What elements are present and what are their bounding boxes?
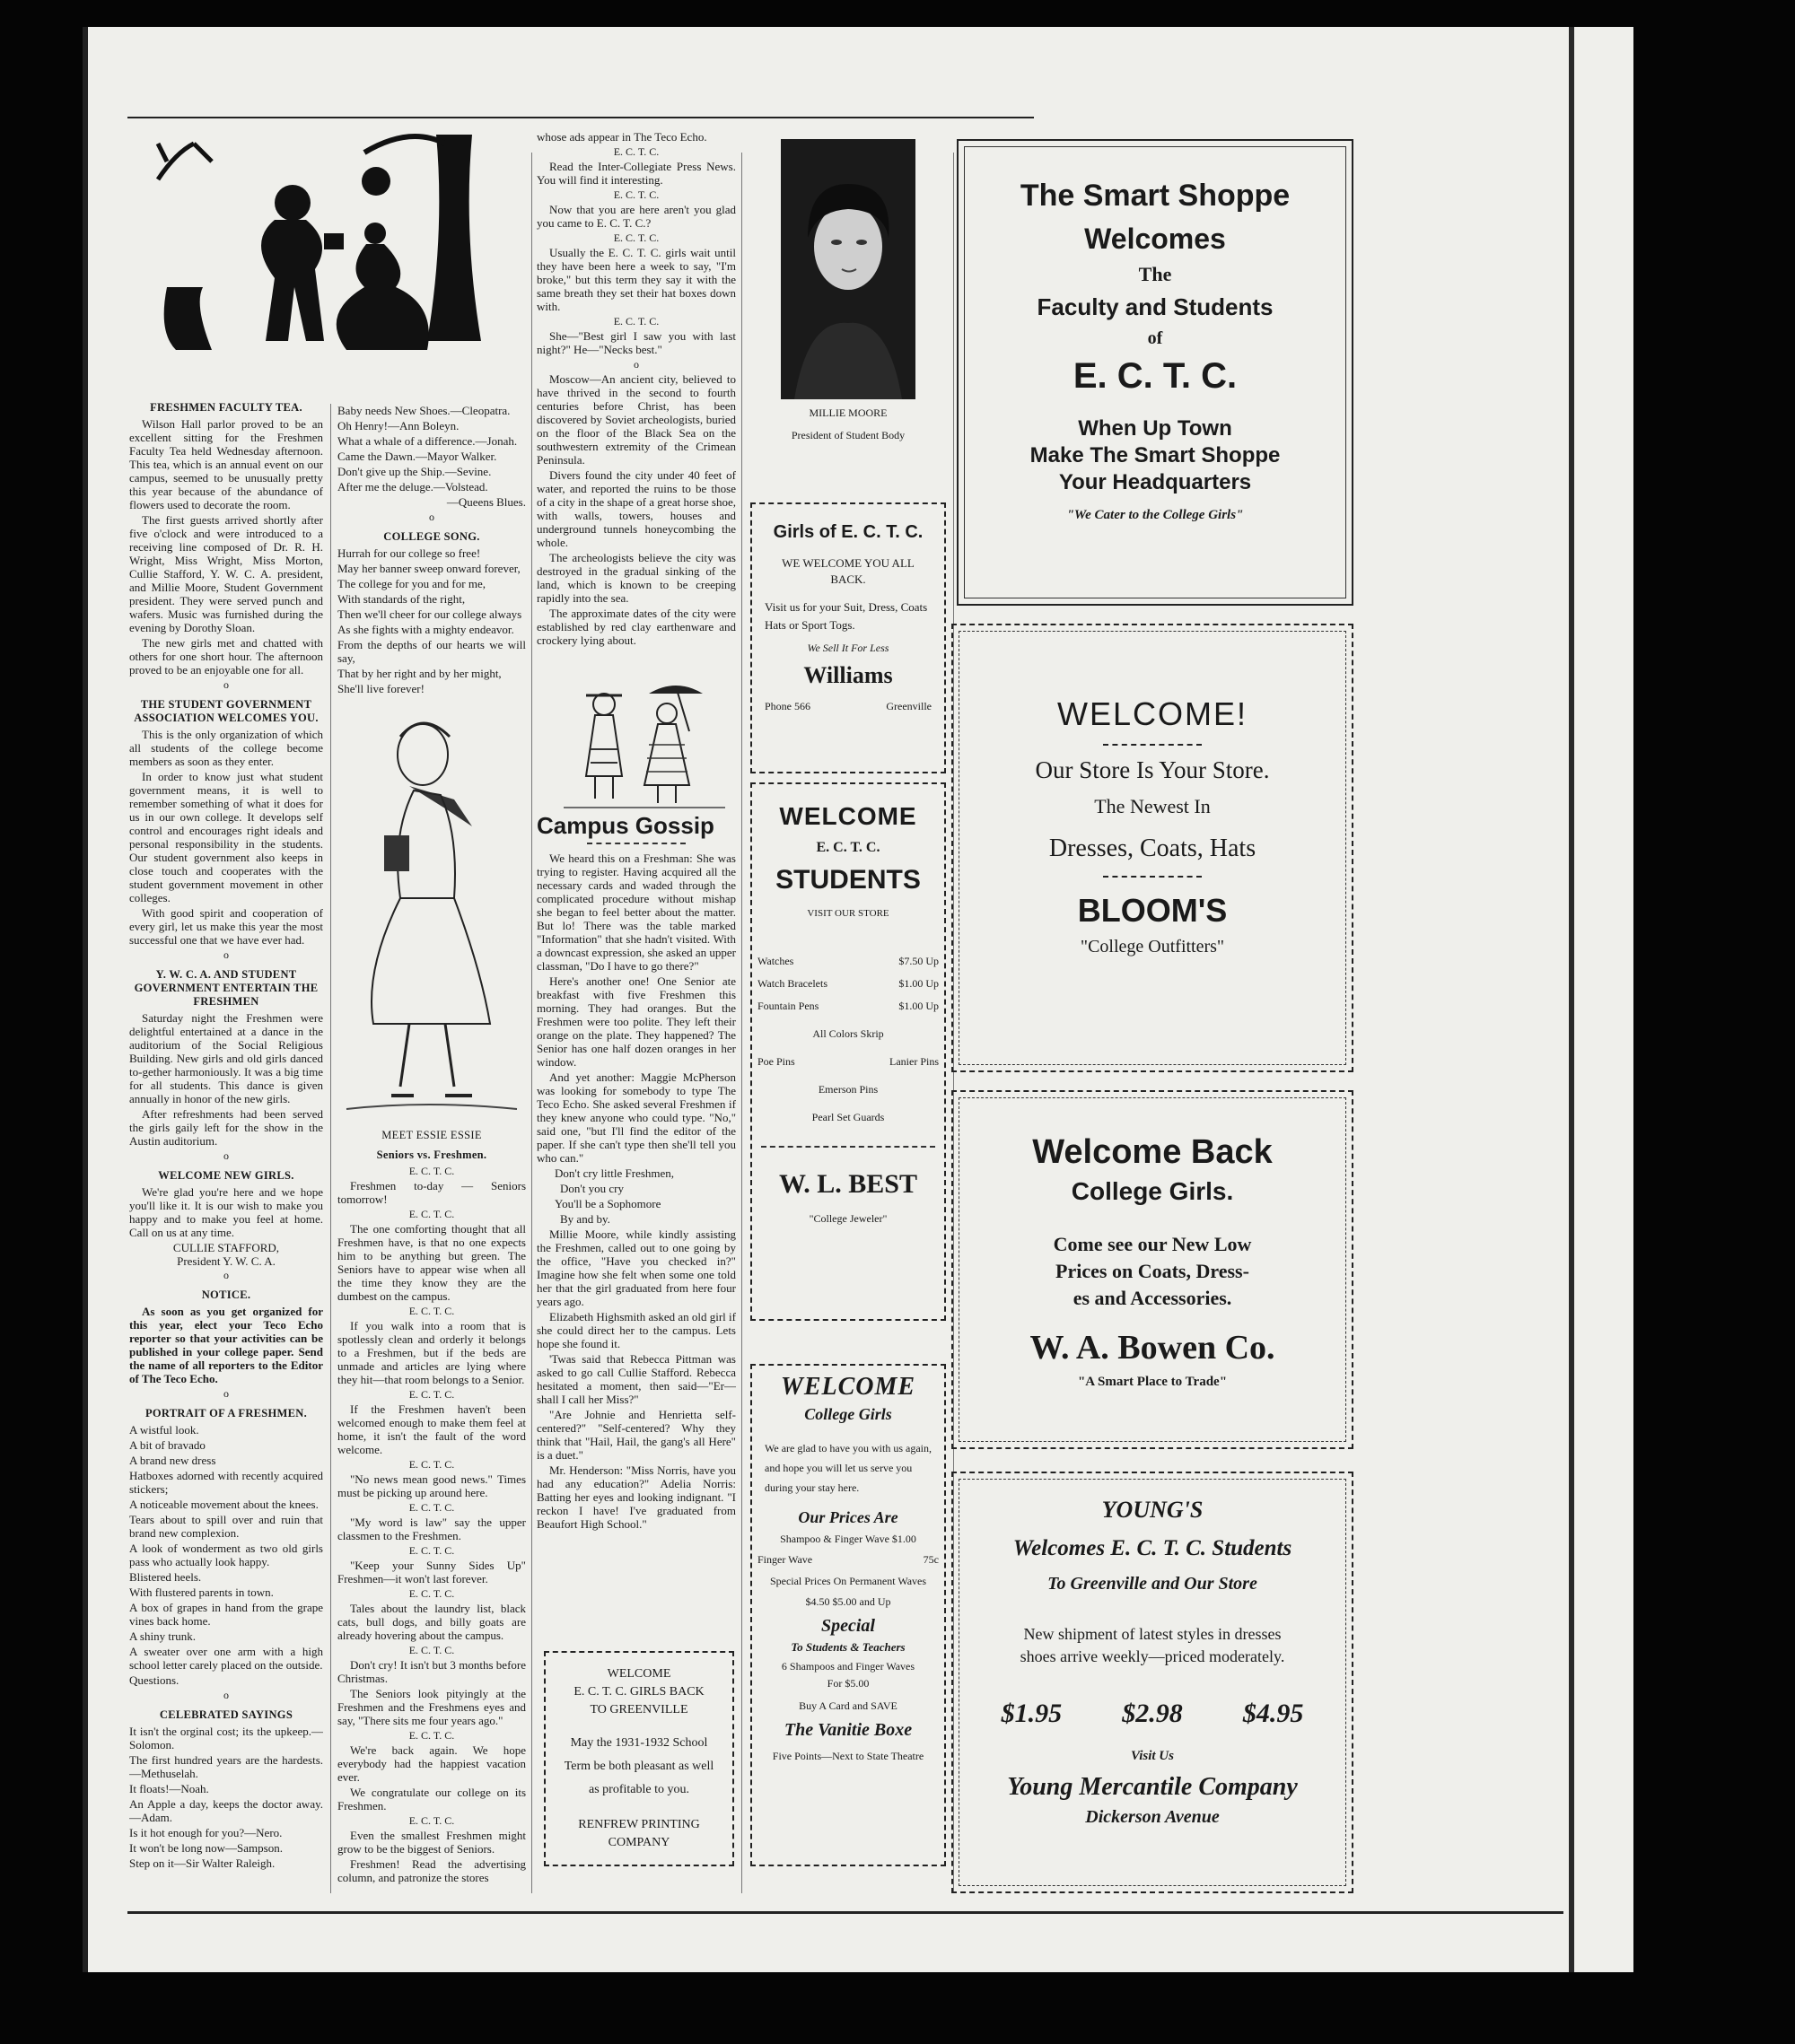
vanitie-to: To Students & Teachers — [791, 1640, 906, 1654]
headline-student-government: THE STUDENT GOVERNMENT ASSOCIATION WELCOMES YOU. — [134, 698, 319, 724]
portrait-photo — [781, 139, 915, 399]
young-line-4: New shipment of latest styles in dresses — [1023, 1625, 1282, 1643]
bloom-line-2: Our Store Is Your Store. — [1035, 756, 1270, 783]
best-welcome: WELCOME — [779, 802, 917, 830]
separator: o — [223, 1387, 229, 1400]
headline-freshmen-faculty-tea: FRESHMEN FACULTY TEA. — [150, 401, 302, 414]
signature-name: CULLIE STAFFORD, — [172, 1241, 280, 1254]
article-paragraph: If you walk into a room that is spotlessly clean and orderly it belongs to a Freshmen, but if the beds are unmade and articles are lying where they hit—that room belongs to a Senior. — [337, 1319, 526, 1386]
williams-slogan: We Sell It For Less — [807, 642, 889, 654]
saying-line: Don't give up the Ship.—Sevine. — [337, 465, 492, 478]
williams-phone: Phone 566 — [765, 700, 810, 712]
price-value: $7.50 Up — [898, 955, 939, 967]
ectc-separator: E. C. T. C. — [408, 1305, 455, 1317]
vanitie-address: Five Points—Next to State Theatre — [772, 1750, 924, 1762]
saying-line: It won't be long now—Sampson. — [129, 1841, 283, 1855]
renfrew-printing-ad — [544, 1651, 734, 1866]
ectc-separator: E. C. T. C. — [408, 1208, 455, 1220]
bowen-line-4: Prices on Coats, Dress- — [1055, 1260, 1249, 1282]
poem-line: Don't you cry — [560, 1182, 624, 1195]
portrait-line: A brand new dress — [129, 1454, 216, 1467]
smart-line-8: Make The Smart Shoppe — [1029, 443, 1281, 467]
young-line-5: shoes arrive weekly—priced moderately. — [1020, 1647, 1285, 1665]
portrait-line: A look of wonderment as two old girls pass who actually look happy. — [129, 1542, 323, 1568]
article-paragraph: Now that you are here aren't you glad you came to E. C. T. C.? — [537, 203, 736, 230]
vanitie-for: For $5.00 — [827, 1677, 870, 1690]
best-divider — [761, 1146, 935, 1148]
vanitie-girls: College Girls — [804, 1405, 892, 1423]
column-rule — [330, 404, 331, 1893]
vanitie-welcome: WELCOME — [780, 1373, 916, 1401]
vanitie-prices-head: Our Prices Are — [798, 1508, 898, 1526]
silhouette-illustration — [140, 126, 508, 368]
best-price-row — [752, 955, 944, 968]
bowen-line-5: es and Accessories. — [1073, 1287, 1232, 1309]
vanitie-buy: Buy A Card and SAVE — [799, 1699, 898, 1712]
bloom-line-1: WELCOME! — [1056, 695, 1248, 732]
article-paragraph: We're back again. We hope everybody had the happiest vacation ever. — [337, 1743, 526, 1784]
best-students: STUDENTS — [775, 865, 921, 895]
article-paragraph: "Keep your Sunny Sides Up" Freshmen—it won't last forever. — [337, 1559, 526, 1585]
poem-line: By and by. — [560, 1212, 610, 1226]
portrait-line: Questions. — [129, 1673, 180, 1687]
smart-line-9: Your Headquarters — [1058, 470, 1252, 494]
article-paragraph: Read the Inter-Collegiate Press News. You will find it interesting. — [537, 160, 736, 187]
campus-gossip-title: Campus Gossip — [537, 812, 714, 839]
saying-line: Oh Henry!—Ann Boleyn. — [337, 419, 460, 432]
separator: o — [223, 1689, 229, 1701]
williams-name: Williams — [803, 662, 893, 688]
best-lanier: Lanier Pins — [889, 1055, 939, 1068]
price-item: Watches — [757, 955, 794, 967]
renfrew-body: May the 1931-1932 School Term be both pleasant as well as profitable to you. — [564, 1736, 714, 1796]
best-visit: VISIT OUR STORE — [807, 908, 889, 919]
bowen-line-6: W. A. Bowen Co. — [1029, 1329, 1275, 1367]
article-paragraph: With good spirit and cooperation of every girl, let us make this year the most successful one that we have ever had. — [129, 906, 323, 947]
song-line: The college for you and for me, — [337, 577, 486, 590]
saying-line: —Queens Blues. — [446, 495, 526, 509]
ectc-separator: E. C. T. C. — [408, 1729, 455, 1742]
portrait-line: A sweater over one arm with a high school letter carely placed on the outside. — [129, 1645, 323, 1672]
top-rule — [127, 117, 1034, 118]
ectc-separator: E. C. T. C. — [408, 1644, 455, 1656]
young-line-1: YOUNG'S — [1101, 1497, 1204, 1523]
song-line: As she fights with a mighty endeavor. — [337, 623, 514, 636]
young-price-row — [953, 1699, 1352, 1729]
renfrew-line: WELCOME — [607, 1667, 671, 1681]
best-price-list — [752, 955, 944, 1013]
millie-moore-photo-block — [759, 139, 937, 498]
vanitie-row2-item: Finger Wave — [757, 1553, 813, 1566]
best-price-row — [752, 1000, 944, 1013]
headline-college-song: COLLEGE SONG. — [383, 530, 480, 543]
headline-portrait-of-a-freshmen: PORTRAIT OF A FRESHMEN. — [144, 1407, 308, 1419]
saying-line: Step on it—Sir Walter Raleigh. — [129, 1856, 276, 1870]
photo-caption: MILLIE MOORE — [809, 406, 888, 419]
article-paragraph: Moscow—An ancient city, believed to have thrived in the second to fourth centuries before Christ, has been discovered by Soviet archeologists, buried on the floor of the Black Sea on the southwestern extremity of the Crimean Peninsula. — [537, 372, 736, 467]
portrait-line: A shiny trunk. — [129, 1629, 197, 1643]
bloom-line-3: The Newest In — [1094, 795, 1211, 817]
youngs-ad — [951, 1472, 1353, 1893]
blooms-ad — [951, 624, 1353, 1072]
smart-line-2: Welcomes — [1084, 223, 1226, 255]
headline-welcome-new-girls: WELCOME NEW GIRLS. — [158, 1169, 294, 1182]
article-paragraph: The one comforting thought that all Freshmen have, is that no one expects him to be anything but green. The Seniors have to appear wise when all the time they know they are the dumbest on the campus. — [337, 1222, 526, 1303]
photo-subcaption: President of Student Body — [791, 429, 906, 441]
ectc-separator: E. C. T. C. — [613, 188, 660, 201]
portrait-line: A noticeable movement about the knees. — [129, 1498, 319, 1511]
williams-welcome: WE WELCOME YOU ALL BACK. — [782, 556, 915, 586]
williams-town: Greenville — [886, 700, 932, 712]
article-paragraph: If the Freshmen haven't been welcomed enough to make them feel at home, it isn't the fault of the word welcome. — [337, 1402, 526, 1456]
bowen-line-2: College Girls. — [1071, 1177, 1234, 1205]
column-rule — [741, 153, 742, 1893]
song-line: From the depths of our hearts we will say, — [337, 638, 526, 665]
saying-line: The first hundred years are the hardests.—Methuselah. — [129, 1753, 323, 1780]
gossip-illustration — [555, 677, 734, 812]
article-paragraph: Freshmen to-day — Seniors tomorrow! — [337, 1179, 526, 1206]
portrait-line: With flustered parents in town. — [129, 1585, 274, 1599]
vanitie-boxe-ad — [750, 1364, 946, 1866]
young-line-2: Welcomes E. C. T. C. Students — [1012, 1536, 1292, 1560]
williams-footer — [752, 700, 944, 713]
bloom-rule — [1103, 744, 1202, 746]
williams-title: Girls of E. C. T. C. — [773, 522, 924, 542]
song-line: Hurrah for our college so free! — [337, 546, 481, 560]
article-paragraph: 'Twas said that Rebecca Pittman was asked to go call Cullie Stafford. Rebecca hesitated a moment, then said—"Er—shall I call her Miss?" — [537, 1352, 736, 1406]
smart-line-3: The — [1138, 263, 1172, 285]
portrait-line: A box of grapes in hand from the grape vines back home. — [129, 1601, 323, 1628]
article-paragraph: Freshmen! Read the advertising column, and patronize the stores — [337, 1857, 526, 1884]
bowen-line-1: Welcome Back — [1032, 1133, 1273, 1171]
article-paragraph: Millie Moore, while kindly assisting the Freshmen, called out to one going by the office, "Have you checked in?" Imagine how she felt when some one told her that the girl graduated from here four years ago. — [537, 1227, 736, 1308]
saying-line: It isn't the orginal cost; its the upkeep.—Solomon. — [129, 1725, 323, 1751]
smart-line-5: of — [1147, 328, 1163, 348]
separator: o — [223, 1149, 229, 1162]
best-price-row — [752, 977, 944, 991]
song-line: That by her right and by her might, — [337, 667, 502, 680]
ectc-separator: E. C. T. C. — [408, 1814, 455, 1827]
song-line: She'll live forever! — [337, 682, 425, 695]
williams-body: Visit us for your Suit, Dress, Coats Hats or Sport Togs. — [765, 600, 928, 632]
portrait-line: Hatboxes adorned with recently acquired stickers; — [129, 1469, 323, 1496]
column-1 — [129, 395, 323, 1902]
renfrew-line: TO GREENVILLE — [590, 1703, 688, 1716]
article-paragraph: And yet another: Maggie McPherson was looking for somebody to type The Teco Echo. She asked several Freshmen if they knew anyone who could type. "No," said one, "but I'll find the editor of the paper. If she can't type then she'll tell you who can." — [537, 1070, 736, 1165]
williams-ad — [750, 502, 946, 773]
bloom-rule — [1103, 876, 1202, 878]
saying-line: An Apple a day, keeps the doctor away.—Adam. — [129, 1797, 323, 1824]
song-line: May her banner sweep onward forever, — [337, 562, 521, 575]
article-paragraph: After refreshments had been served the girls gaily left for the show in the Austin auditorium. — [129, 1107, 323, 1148]
essie-illustration — [337, 701, 526, 1122]
vanitie-perm: Special Prices On Permanent Waves — [769, 1575, 927, 1587]
young-line-8: Dickerson Avenue — [1085, 1807, 1220, 1827]
article-paragraph: "No news mean good news." Times must be picking up around here. — [337, 1472, 526, 1499]
headline-notice: NOTICE. — [201, 1288, 251, 1301]
article-paragraph: The Seniors look pityingly at the Freshmen and the Freshmens eyes and say, "There sits me four years ago." — [337, 1687, 526, 1727]
article-paragraph: We heard this on a Freshman: She was trying to register. Having acquired all the necessary cards and waded through the complicated procedure without mishap she began to feel better about the matter. But lo! There was the table marked "Information" that she hadn't visited. With a downcast expression, she asked an upper classman, "Do I have to go there?" — [537, 852, 736, 973]
article-paragraph: Elizabeth Highsmith asked an old girl if she could direct her to the campus. Lets hope she found it. — [537, 1310, 736, 1350]
column-rule — [531, 153, 532, 1893]
notice-paragraph: As soon as you get organized for this year, elect your Teco Echo reporter so that your activities can be published in your college paper. Send the name of all reporters to the Editor of The Teco Echo. — [129, 1305, 323, 1385]
saying-line: Is it hot enough for you?—Nero. — [129, 1826, 283, 1839]
saying-line: Came the Dawn.—Mayor Walker. — [337, 450, 497, 463]
title-rule — [587, 843, 686, 844]
ectc-separator: E. C. T. C. — [408, 1587, 455, 1600]
article-paragraph: Tales about the laundry list, black cats, bull dogs, and billy goats are already hovering about the campus. — [337, 1602, 526, 1642]
smart-line-7: When Up Town — [1078, 416, 1232, 441]
best-emerson: Emerson Pins — [818, 1083, 879, 1096]
article-paragraph: "My word is law" say the upper classmen to the Freshmen. — [337, 1516, 526, 1542]
article-paragraph: We congratulate our college on its Freshmen. — [337, 1786, 526, 1813]
campus-gossip-section — [537, 812, 736, 1709]
vanitie-row1: Shampoo & Finger Wave $1.00 — [780, 1533, 916, 1545]
best-ectc: E. C. T. C. — [816, 840, 880, 855]
article-paragraph: Wilson Hall parlor proved to be an excellent sitting for the Freshmen Faculty Tea held Wednesday afternoon. This tea, which is an annual event on our campus, seemed to be unusually pretty this year because of the abundance of flowers used to decorate the room. — [129, 417, 323, 511]
smart-line-1: The Smart Shoppe — [1020, 179, 1291, 213]
vanitie-six: 6 Shampoos and Finger Waves — [781, 1660, 915, 1673]
poem-line: You'll be a Sophomore — [555, 1197, 661, 1210]
smart-line-6: E. C. T. C. — [1073, 356, 1238, 396]
best-poe: Poe Pins — [757, 1055, 795, 1068]
separator: o — [223, 948, 229, 961]
article-paragraph: Usually the E. C. T. C. girls wait until they have been here a week to say, "I'm broke," but this term they say it with the same breath they set their hat boxes down with. — [537, 246, 736, 313]
price-item: Fountain Pens — [757, 1000, 819, 1012]
ectc-separator: E. C. T. C. — [408, 1165, 455, 1177]
separator: o — [223, 678, 229, 691]
article-paragraph: "Are Johnie and Henrietta self-centered?" "Self-centered? Why they think that "Hail, Hail, the gang's all Here" is a duet." — [537, 1408, 736, 1462]
bloom-line-4: Dresses, Coats, Hats — [1048, 834, 1256, 862]
vanitie-name: The Vanitie Boxe — [784, 1720, 913, 1740]
wa-bowen-ad — [951, 1090, 1353, 1449]
article-paragraph: We're glad you're here and we hope you'll like it. It is our wish to make you happy and to make you feel at home. Call on us at any time. — [129, 1185, 323, 1239]
saying-line: It floats!—Noah. — [129, 1782, 209, 1795]
ectc-separator: E. C. T. C. — [613, 145, 660, 158]
article-paragraph: Divers found the city under 40 feet of water, and reported the ruins to be those of a city in the shape of a great horse shoe, with walls, towers, houses and underground tunnels honeycombing the whole. — [537, 468, 736, 549]
article-paragraph: She—"Best girl I saw you with last night?" He—"Necks best." — [537, 329, 736, 356]
article-paragraph: The archeologists believe the city was destroyed in the gradual sinking of the land, which is known to be creeping rapidly into the sea. — [537, 551, 736, 605]
bottom-rule — [127, 1911, 1563, 1914]
ectc-separator: E. C. T. C. — [613, 315, 660, 328]
ectc-separator: E. C. T. C. — [408, 1388, 455, 1401]
smart-shoppe-ad — [957, 139, 1353, 606]
price-item: Watch Bracelets — [757, 977, 827, 990]
saying-line: After me the deluge.—Volstead. — [337, 480, 488, 494]
ectc-separator: E. C. T. C. — [408, 1544, 455, 1557]
best-skrip: All Colors Skrip — [812, 1027, 884, 1040]
smart-line-4: Faculty and Students — [1037, 293, 1274, 320]
bloom-line-5: BLOOM'S — [1077, 892, 1228, 929]
portrait-line: Blistered heels. — [129, 1570, 202, 1584]
article-paragraph: whose ads appear in The Teco Echo. — [537, 130, 707, 144]
essie-caption: MEET ESSIE ESSIE — [381, 1129, 482, 1141]
vanitie-special: Special — [821, 1616, 875, 1636]
young-line-3: To Greenville and Our Store — [1047, 1574, 1257, 1594]
headline-seniors-vs-freshmen: Seniors vs. Freshmen. — [376, 1149, 487, 1161]
headline-ywca: Y. W. C. A. AND STUDENT GOVERNMENT ENTERTAIN THE FRESHMEN — [134, 968, 319, 1008]
separator: o — [429, 511, 434, 523]
bloom-line-6: "College Outfitters" — [1080, 937, 1225, 956]
article-paragraph: Even the smallest Freshmen might grow to be the biggest of Seniors. — [337, 1829, 526, 1856]
article-paragraph: Don't cry! It isn't but 3 months before Christmas. — [337, 1658, 526, 1685]
vanitie-perm-prices: $4.50 $5.00 and Up — [805, 1595, 891, 1608]
smart-line-10: "We Cater to the College Girls" — [1066, 508, 1244, 522]
young-line-6: Visit Us — [1131, 1749, 1174, 1763]
article-paragraph: Here's another one! One Senior ate breakfast with five Freshmen this morning. They had oranges. But the Freshmen were too polite. They left their orange on the plate. They happened? The Senior has one half dozen oranges in her window. — [537, 974, 736, 1069]
portrait-line: Tears about to spill over and ruin that brand new complexion. — [129, 1513, 323, 1540]
vanitie-row2-price: 75c — [923, 1553, 939, 1566]
best-slogan: "College Jeweler" — [809, 1212, 888, 1225]
article-paragraph: The first guests arrived shortly after five o'clock and were introduced to a receiving line composed of Dr. R. H. Wright, Miss Wright, Miss Morton, Cullie Stafford, Y. W. C. A. president, and Millie Moore, Student Government president. They were served punch and wafers. Music was furnished during the evening by Dorothy Sloan. — [129, 513, 323, 634]
portrait-line: A bit of bravado — [129, 1438, 206, 1452]
wl-best-ad — [750, 782, 946, 1321]
separator: o — [634, 358, 639, 371]
young-line-7: Young Mercantile Company — [1007, 1773, 1298, 1801]
separator: o — [223, 1269, 229, 1281]
newspaper-page — [83, 27, 1633, 1972]
column-2 — [337, 404, 526, 1902]
renfrew-line: E. C. T. C. GIRLS BACK — [574, 1685, 705, 1699]
bowen-line-7: "A Smart Place to Trade" — [1077, 1375, 1228, 1389]
article-paragraph: The new girls met and chatted with others for one short hour. The afternoon proved to be an enjoyable one for all. — [129, 636, 323, 677]
song-line: With standards of the right, — [337, 592, 466, 606]
song-line: Then we'll cheer for our college always — [337, 607, 522, 621]
best-pearl: Pearl Set Guards — [811, 1111, 885, 1123]
bowen-line-3: Come see our New Low — [1053, 1233, 1252, 1255]
article-paragraph: Mr. Henderson: "Miss Norris, have you had any education?" Adelia Norris: Batting her eyes and looking indignant. "I reckon I have! I've graduated from Beaufort High School." — [537, 1463, 736, 1531]
headline-celebrated-sayings: CELEBRATED SAYINGS — [159, 1708, 293, 1721]
renfrew-company: RENFREW PRINTING COMPANY — [578, 1818, 700, 1849]
ectc-separator: E. C. T. C. — [408, 1458, 455, 1471]
best-pins-row — [752, 1055, 944, 1069]
signature-title: President Y. W. C. A. — [177, 1254, 276, 1268]
young-price: $2.98 — [1122, 1699, 1183, 1728]
vanitie-body: We are glad to have you with us again, and hope you will let us serve you during your stay here. — [765, 1442, 932, 1494]
portrait-line: A wistful look. — [129, 1423, 199, 1437]
article-paragraph: Saturday night the Freshmen were delightful entertained at a dance in the auditorium of the Social Religious Building. New girls and old girls danced to-gether harmoniously. It was a big time for all students. This dance is given annually in honor of the new girls. — [129, 1011, 323, 1105]
vanitie-row2 — [752, 1553, 944, 1567]
price-value: $1.00 Up — [898, 977, 939, 990]
article-paragraph: The approximate dates of the city were established by red clay earthenware and crockery lying about. — [537, 607, 736, 647]
young-price: $1.95 — [1001, 1699, 1063, 1728]
saying-line: What a whale of a difference.—Jonah. — [337, 434, 518, 448]
price-value: $1.00 Up — [898, 1000, 939, 1012]
saying-line: Baby needs New Shoes.—Cleopatra. — [337, 404, 511, 417]
best-name: W. L. BEST — [779, 1169, 917, 1199]
poem-line: Don't cry little Freshmen, — [555, 1166, 675, 1180]
ectc-separator: E. C. T. C. — [613, 231, 660, 244]
ectc-separator: E. C. T. C. — [408, 1501, 455, 1514]
article-paragraph: In order to know just what student government means, it is well to remember something of what it does for us in our own college. It develops self control and encourages right ideals and personal responsibility in the students. Our student government also keeps in close touch and cooperates with the student government movement in other colleges. — [129, 770, 323, 904]
young-price: $4.95 — [1242, 1699, 1304, 1728]
article-paragraph: This is the only organization of which all students of the college become members as soon as they enter. — [129, 728, 323, 768]
